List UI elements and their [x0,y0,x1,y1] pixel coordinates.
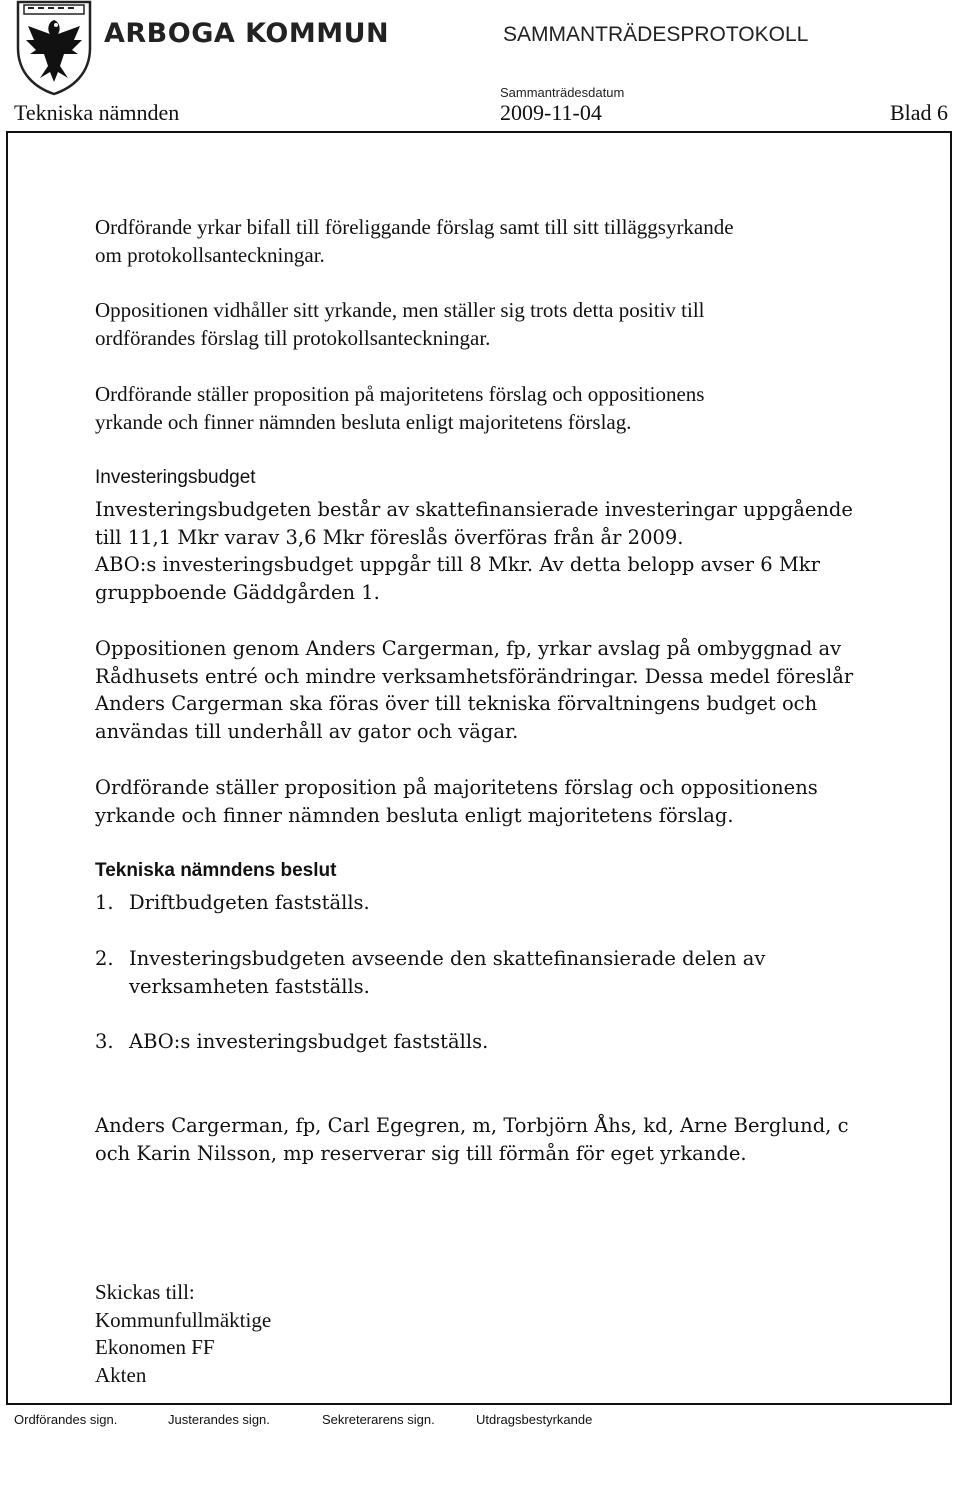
chair-signature-label: Ordförandes sign. [14,1412,118,1427]
decision-item: 2. Investeringsbudgeten avseende den skattefinansierade delen av verksamheten fastställs. [95,947,766,998]
secretary-signature-label: Sekreterarens sign. [322,1412,435,1427]
paragraph-chair-motion: Ordförande yrkar bifall till föreliggande förslag samt till sitt tilläggsyrkande om protokollsanteckningar. [95,215,734,267]
paragraph-proposition-2: Ordförande ställer proposition på majoritetens förslag och oppositionens yrkande och finner nämnden besluta enligt majoritetens förslag. [95,776,818,827]
adjuster-signature-label: Justerandes sign. [168,1412,270,1427]
meeting-date: 2009-11-04 [500,100,602,125]
organization-name: ARBOGA KOMMUN [104,18,390,49]
paragraph-opposition-stance: Oppositionen vidhåller sitt yrkande, men ställer sig trots detta positiv till ordförandes förslag till protokollsanteckningar. [95,298,705,350]
extract-certification-label: Utdragsbestyrkande [476,1412,593,1427]
meeting-date-label: Sammanträdesdatum [500,85,625,100]
committee-name: Tekniska nämnden [14,100,180,125]
distribution-recipient: Akten [95,1362,147,1387]
decision-item: 3. ABO:s investeringsbudget fastställs. [95,1030,489,1053]
paragraph-investment-budget: Investeringsbudgeten består av skattefinansierade investeringar uppgående till 11,1 Mkr varav 3,6 Mkr föreslås överföras från år 2009. ABO:s investeringsbudget uppgår till 8 Mkr. Av detta belopp avser 6 Mkr gruppboende Gäddgården 1. [95,498,853,604]
document-type: SAMMANTRÄDESPROTOKOLL [503,23,809,46]
distribution-recipient: Ekonomen FF [95,1335,215,1359]
paragraph-reservation: Anders Cargerman, fp, Carl Egegren, m, Torbjörn Åhs, kd, Arne Berglund, c och Karin Nilsson, mp reserverar sig till förmån för eget yrkande. [95,1114,849,1165]
heading-investment-budget: Investeringsbudget [95,467,256,488]
distribution-recipient: Kommunfullmäktige [95,1307,272,1332]
sheet-number: Blad 6 [889,100,948,125]
paragraph-opposition-motion: Oppositionen genom Anders Cargerman, fp, yrkar avslag på ombyggnad av Rådhusets entré och mindre verksamhetsförändringar. Dessa medel föreslår Anders Cargerman ska föras över till tekniska förvaltningens budget och användas till underhåll av gator och vägar. [95,637,854,743]
coat-of-arms-icon [14,0,94,96]
distribution-label: Skickas till: [95,1280,195,1304]
paragraph-proposition-1: Ordförande ställer proposition på majoritetens förslag och oppositionens yrkande och finner nämnden besluta enligt majoritetens förslag. [95,382,705,434]
heading-committee-decision: Tekniska nämndens beslut [95,860,337,881]
decision-item: 1. Driftbudgeten fastställs. [95,891,370,914]
distribution-list [95,1279,271,1389]
